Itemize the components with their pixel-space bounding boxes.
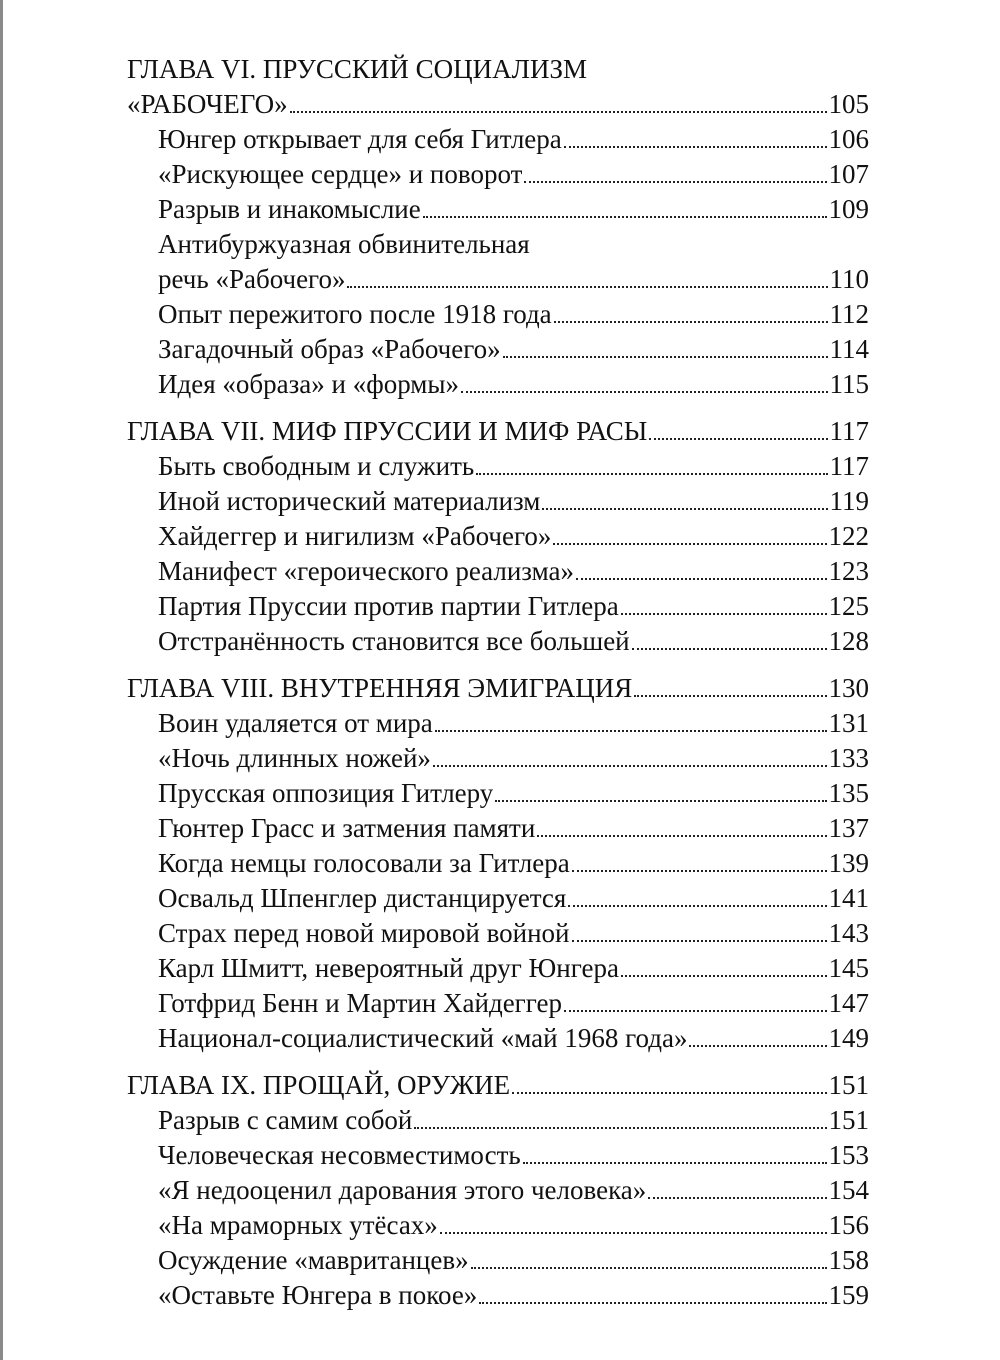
toc-entry[interactable] xyxy=(127,951,869,986)
chapter-6-title-line2: «РАБОЧЕГО» xyxy=(127,89,288,119)
dot-leader xyxy=(524,181,826,183)
dot-leader xyxy=(648,1197,826,1199)
dot-leader xyxy=(572,870,827,872)
toc-entry[interactable] xyxy=(127,122,869,157)
dot-leader xyxy=(347,286,827,288)
toc-entry-title: Идея «образа» и «формы» xyxy=(158,369,460,399)
chapter-7-page: 117 xyxy=(829,416,869,446)
toc-entry-page: 106 xyxy=(828,124,869,154)
toc-entry-title: Осуждение «мавританцев» xyxy=(158,1245,469,1275)
toc-entry-page: 122 xyxy=(828,521,869,551)
toc-entry-page: 158 xyxy=(828,1245,869,1275)
dot-leader xyxy=(476,473,827,475)
dot-leader xyxy=(440,1232,827,1234)
dot-leader xyxy=(568,905,826,907)
dot-leader xyxy=(512,1092,826,1094)
toc-entry-title: Быть свободным и служить xyxy=(158,451,475,481)
toc-entry[interactable] xyxy=(127,741,869,776)
dot-leader xyxy=(632,648,827,650)
toc-entry[interactable] xyxy=(127,846,869,881)
dot-leader xyxy=(564,1010,827,1012)
toc-entry-title: Иной исторический материализм xyxy=(158,486,541,516)
toc-entry-title: Гюнтер Грасс и затмения памяти xyxy=(158,813,536,843)
chapter-6-heading[interactable] xyxy=(127,87,869,122)
toc-entry-title-line1: Антибуржуазная обвинительная xyxy=(158,229,530,259)
dot-leader xyxy=(537,835,826,837)
dot-leader xyxy=(553,543,826,545)
dot-leader xyxy=(495,800,826,802)
toc-entry-title: Отстранённость становится все большей xyxy=(158,626,630,656)
toc-entry[interactable] xyxy=(127,589,869,624)
toc-entry-title: Разрыв с самим собой xyxy=(158,1105,413,1135)
toc-entry-title: Национал-социалистический «май 1968 года» xyxy=(158,1023,688,1053)
dot-leader xyxy=(423,216,827,218)
toc-entry-title: Воин удаляется от мира xyxy=(158,708,433,738)
toc-entry[interactable] xyxy=(127,1208,869,1243)
dot-leader xyxy=(542,508,827,510)
table-of-contents xyxy=(127,52,869,1325)
toc-entry-page: 110 xyxy=(829,264,869,294)
toc-entry[interactable] xyxy=(127,986,869,1021)
toc-entry[interactable] xyxy=(127,1103,869,1138)
dot-leader xyxy=(649,438,827,440)
toc-entry-title: Страх перед новой мировой войной xyxy=(158,918,570,948)
toc-entry-page: 154 xyxy=(828,1175,869,1205)
chapter-7 xyxy=(127,414,869,659)
dot-leader xyxy=(689,1045,826,1047)
chapter-9 xyxy=(127,1068,869,1313)
chapter-6 xyxy=(127,52,869,402)
toc-entry[interactable] xyxy=(127,706,869,741)
toc-entry-page: 131 xyxy=(828,708,869,738)
toc-entry-title: Хайдеггер и нигилизм «Рабочего» xyxy=(158,521,552,551)
chapter-8-page: 130 xyxy=(828,673,869,703)
toc-entry[interactable] xyxy=(127,297,869,332)
toc-entry-page: 156 xyxy=(828,1210,869,1240)
toc-entry-title: «Рискующее сердце» и поворот xyxy=(158,159,523,189)
toc-entry-page: 133 xyxy=(828,743,869,773)
toc-entry-page: 107 xyxy=(828,159,869,189)
toc-entry-title: Готфрид Бенн и Мартин Хайдеггер xyxy=(158,988,562,1018)
chapter-9-page: 151 xyxy=(828,1070,869,1100)
toc-entry[interactable] xyxy=(127,332,869,367)
dot-leader xyxy=(503,356,828,358)
toc-entry-page: 147 xyxy=(828,988,869,1018)
toc-entry-page: 123 xyxy=(828,556,869,586)
toc-entry-page: 139 xyxy=(828,848,869,878)
toc-entry-page: 145 xyxy=(828,953,869,983)
toc-entry[interactable] xyxy=(127,811,869,846)
toc-entry-page: 159 xyxy=(828,1280,869,1310)
toc-entry[interactable] xyxy=(127,192,869,227)
toc-entry[interactable] xyxy=(127,1243,869,1278)
page-edge-rule xyxy=(0,0,3,1360)
toc-entry-page: 135 xyxy=(828,778,869,808)
dot-leader xyxy=(572,940,827,942)
toc-entry-title: «На мраморных утёсах» xyxy=(158,1210,438,1240)
toc-entry-title: Загадочный образ «Рабочего» xyxy=(158,334,501,364)
toc-entry[interactable] xyxy=(127,449,869,484)
toc-entry[interactable] xyxy=(127,776,869,811)
toc-entry-title: «Я недооценил дарования этого человека» xyxy=(158,1175,647,1205)
toc-entry[interactable] xyxy=(127,554,869,589)
toc-entry[interactable] xyxy=(127,1138,869,1173)
toc-entry-page: 114 xyxy=(829,334,869,364)
toc-entry-page: 143 xyxy=(828,918,869,948)
toc-entry-title: Партия Пруссии против партии Гитлера xyxy=(158,591,619,621)
toc-entry-line1 xyxy=(127,227,869,262)
dot-leader xyxy=(576,578,827,580)
toc-entry[interactable] xyxy=(127,1278,869,1313)
chapter-9-title: ГЛАВА IX. ПРОЩАЙ, ОРУЖИЕ xyxy=(127,1070,511,1100)
toc-entry-title: речь «Рабочего» xyxy=(158,264,346,294)
toc-entry[interactable] xyxy=(127,881,869,916)
toc-entry-title: «Оставьте Юнгера в покое» xyxy=(158,1280,478,1310)
dot-leader xyxy=(634,695,826,697)
toc-entry-page: 109 xyxy=(828,194,869,224)
toc-entry-page: 119 xyxy=(829,486,869,516)
dot-leader xyxy=(554,321,828,323)
toc-entry-title: Разрыв и инакомыслие xyxy=(158,194,421,224)
chapter-8-heading[interactable] xyxy=(127,671,869,706)
toc-entry-title: Когда немцы голосовали за Гитлера xyxy=(158,848,570,878)
dot-leader xyxy=(414,1127,826,1129)
toc-entry[interactable] xyxy=(127,367,869,402)
toc-entry-page: 153 xyxy=(828,1140,869,1170)
chapter-8-title: ГЛАВА VIII. ВНУТРЕННЯЯ ЭМИГРАЦИЯ xyxy=(127,673,633,703)
toc-entry-page: 137 xyxy=(828,813,869,843)
toc-entry-title: Опыт пережитого после 1918 года xyxy=(158,299,552,329)
toc-entry-title: «Ночь длинных ножей» xyxy=(158,743,431,773)
toc-entry-title: Освальд Шпенглер дистанцируется xyxy=(158,883,567,913)
chapter-6-page: 105 xyxy=(828,89,869,119)
chapter-7-heading[interactable] xyxy=(127,414,869,449)
toc-entry-title: Прусская оппозиция Гитлеру xyxy=(158,778,494,808)
dot-leader xyxy=(471,1267,827,1269)
chapter-8 xyxy=(127,671,869,1056)
chapter-7-title: ГЛАВА VII. МИФ ПРУССИИ И МИФ РАСЫ xyxy=(127,416,648,446)
toc-entry[interactable] xyxy=(127,157,869,192)
toc-entry-page: 115 xyxy=(829,369,869,399)
toc-entry[interactable] xyxy=(127,624,869,659)
toc-entry[interactable] xyxy=(127,262,869,297)
toc-entry[interactable] xyxy=(127,1021,869,1056)
dot-leader xyxy=(479,1302,826,1304)
toc-entry-page: 125 xyxy=(828,591,869,621)
toc-entry[interactable] xyxy=(127,1173,869,1208)
dot-leader xyxy=(621,613,827,615)
toc-entry-page: 141 xyxy=(828,883,869,913)
toc-entry-page: 149 xyxy=(828,1023,869,1053)
toc-entry-page: 151 xyxy=(828,1105,869,1135)
dot-leader xyxy=(461,391,827,393)
toc-entry-title: Человеческая несовместимость xyxy=(158,1140,521,1170)
dot-leader xyxy=(564,146,827,148)
toc-entry-title: Юнгер открывает для себя Гитлера xyxy=(158,124,562,154)
toc-entry[interactable] xyxy=(127,916,869,951)
toc-entry-title: Манифест «героического реализма» xyxy=(158,556,574,586)
toc-entry[interactable] xyxy=(127,519,869,554)
dot-leader xyxy=(433,765,827,767)
toc-entry-page: 128 xyxy=(828,626,869,656)
dot-leader xyxy=(290,111,827,113)
dot-leader xyxy=(621,975,827,977)
toc-entry-page: 112 xyxy=(829,299,869,329)
chapter-6-title-line1: ГЛАВА VI. ПРУССКИЙ СОЦИАЛИЗМ xyxy=(127,54,588,84)
dot-leader xyxy=(435,730,827,732)
toc-entry[interactable] xyxy=(127,484,869,519)
toc-entry-title: Карл Шмитт, невероятный друг Юнгера xyxy=(158,953,619,983)
dot-leader xyxy=(523,1162,827,1164)
toc-entry-page: 117 xyxy=(829,451,869,481)
chapter-6-heading-line1 xyxy=(127,52,869,87)
chapter-9-heading[interactable] xyxy=(127,1068,869,1103)
